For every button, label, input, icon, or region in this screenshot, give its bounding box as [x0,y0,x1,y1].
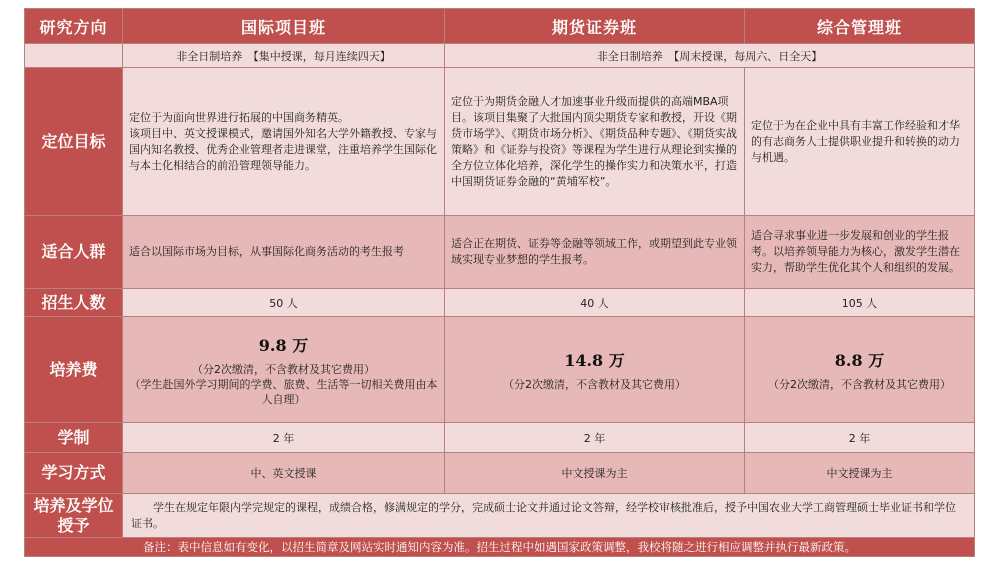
method-futures: 中文授课为主 [445,453,745,494]
audience-row [25,216,975,289]
label-method: 学习方式 [25,453,123,494]
duration-row [25,423,975,453]
label-positioning: 定位目标 [25,68,123,216]
fee-futures [445,317,745,423]
program-table-container [24,8,974,570]
enrollment-international: 50 人 [123,289,445,317]
enrollment-row [25,289,975,317]
positioning-international-line1: 定位于为面向世界进行拓展的中国商务精英。 该项目中、英文授课模式，邀请国外知名大学外籍教授、专家与国内知名教授、优秀企业管理者走进课堂，注重培养学生国际化与本土化相结合的前沿管理领导能力。 [129,110,437,172]
duration-international: 2 年 [123,423,445,453]
label-duration: 学制 [25,423,123,453]
fee-amount-international: 9.8 万 [258,335,309,355]
fee-row [25,317,975,423]
degree-row [25,494,975,538]
col-header-international: 国际项目班 [123,9,445,44]
audience-futures: 适合正在期货、证券等金融等领域工作，或期望到此专业领域实现专业梦想的学生报考。 [445,216,745,289]
positioning-international [123,68,445,216]
positioning-futures: 定位于为期货金融人才加速事业升级而提供的高端MBA项目。该项目集聚了大批国内顶尖期货专家和教授，开设《期货市场学》、《期货市场分析》、《期货品种专题》、《期货实战策略》和《证券与投资》等课程为学生进行从理论到实操的全方位立体化培养，深化学生的操作实力和决策水平，打造中国期货证券金融的“黄埔军校”。 [445,68,745,216]
positioning-row [25,68,975,216]
fee-amount-management: 8.8 万 [834,350,885,370]
method-row [25,453,975,494]
schedule-row [25,44,975,68]
label-fee: 培养费 [25,317,123,423]
fee-note-international: （分2次缴清，不含教材及其它费用） （学生赴国外学习期间的学费、旅费、生活等一切相关费用由本人自理） [129,362,438,406]
header-row [25,9,975,44]
method-management: 中文授课为主 [745,453,975,494]
fee-international [123,317,445,423]
footnote: 备注：表中信息如有变化，以招生简章及网站实时通知内容为准。招生过程中如遇国家政策调整，我校将随之进行相应调整并执行最新政策。 [25,538,975,557]
fee-management [745,317,975,423]
col-header-management: 综合管理班 [745,9,975,44]
enrollment-management: 105 人 [745,289,975,317]
positioning-management: 定位于为在企业中具有丰富工作经验和才华的有志商务人士提供职业提升和转换的动力与机遇。 [745,68,975,216]
duration-futures: 2 年 [445,423,745,453]
schedule-weekend: 非全日制培养 【周末授课，每周六、日全天】 [445,44,975,68]
label-degree: 培养及学位授予 [25,494,123,538]
duration-management: 2 年 [745,423,975,453]
fee-note-futures: （分2次缴清，不含教材及其它费用） [503,377,686,391]
label-enrollment: 招生人数 [25,289,123,317]
schedule-international: 非全日制培养 【集中授课，每月连续四天】 [123,44,445,68]
method-international: 中、英文授课 [123,453,445,494]
enrollment-futures: 40 人 [445,289,745,317]
row-label-direction: 研究方向 [25,9,123,44]
degree-text: 学生在规定年限内学完规定的课程，成绩合格，修满规定的学分，完成硕士论文并通过论文答辩，经学校审核批准后，授予中国农业大学工商管理硕士毕业证书和学位证书。 [123,494,975,538]
audience-international: 适合以国际市场为目标，从事国际化商务活动的考生报考 [123,216,445,289]
fee-note-management: （分2次缴清，不含教材及其它费用） [768,377,951,391]
col-header-futures: 期货证券班 [445,9,745,44]
fee-amount-futures: 14.8 万 [564,350,625,370]
program-comparison-table [24,8,975,557]
audience-management: 适合寻求事业进一步发展和创业的学生报考。以培养领导能力为核心，激发学生潜在实力，帮助学生优化其个人和组织的发展。 [745,216,975,289]
label-audience: 适合人群 [25,216,123,289]
schedule-label-blank [25,44,123,68]
footnote-row [25,538,975,557]
